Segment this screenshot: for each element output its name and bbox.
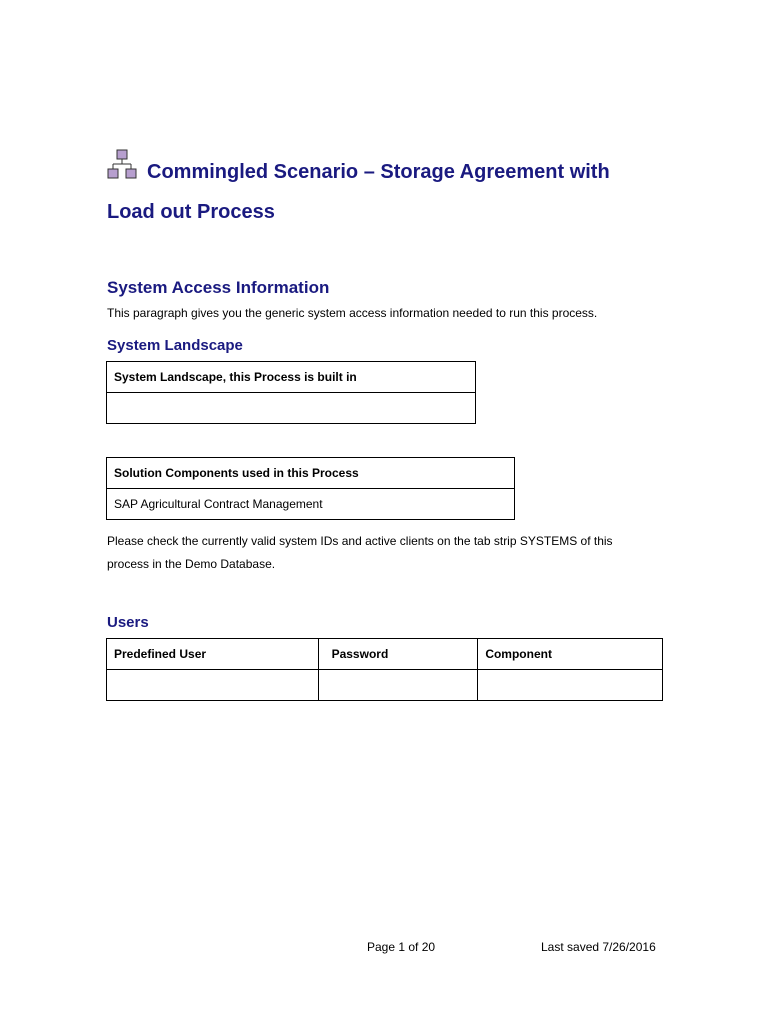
- users-column-header: Component: [478, 639, 663, 670]
- users-cell: [107, 670, 319, 701]
- system-landscape-table: [106, 361, 476, 424]
- solution-components-table: [106, 457, 515, 520]
- users-column-header: Predefined User: [107, 639, 319, 670]
- document-title-line-2: Load out Process: [107, 201, 275, 223]
- users-cell: [318, 670, 478, 701]
- system-landscape-table-value: [107, 393, 476, 424]
- system-landscape-table-header: System Landscape, this Process is built in: [107, 362, 476, 393]
- process-hierarchy-icon: [107, 149, 139, 181]
- users-cell: [478, 670, 663, 701]
- users-heading: Users: [107, 614, 149, 631]
- system-ids-note: Please check the currently valid system IDs and active clients on the tab strip SYSTEMS of this process in the Demo Database.: [107, 534, 613, 571]
- page-number: Page 1 of 20: [367, 940, 436, 954]
- system-access-heading: System Access Information: [107, 278, 330, 297]
- solution-components-table-header: Solution Components used in this Process: [107, 458, 515, 489]
- document-title-line-1: Commingled Scenario – Storage Agreement with: [147, 161, 610, 183]
- last-saved-date: Last saved 7/26/2016: [541, 940, 656, 954]
- system-landscape-heading: System Landscape: [107, 337, 243, 354]
- system-access-intro: This paragraph gives you the generic system access information needed to run this process.: [107, 306, 598, 320]
- users-column-header: Password: [318, 639, 478, 670]
- solution-components-table-value: SAP Agricultural Contract Management: [107, 489, 515, 520]
- users-table: [106, 638, 663, 701]
